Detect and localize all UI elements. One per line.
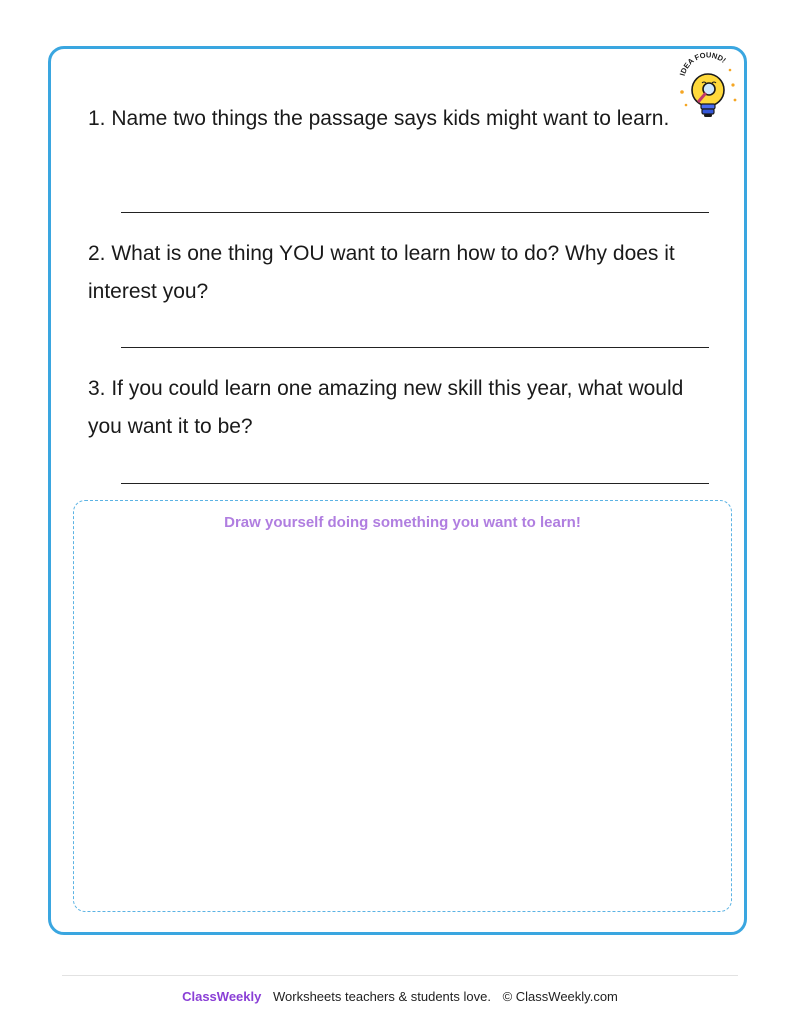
answer-line-1[interactable] (121, 212, 709, 213)
answer-line-2[interactable] (121, 347, 709, 348)
footer-copyright: © ClassWeekly.com (502, 989, 618, 1004)
drawing-box[interactable] (73, 500, 732, 912)
answer-line-3[interactable] (121, 483, 709, 484)
footer (0, 989, 800, 1004)
question-2: 2. What is one thing YOU want to learn how to do? Why does it interest you? (88, 242, 675, 303)
question-3: 3. If you could learn one amazing new skill this year, what would you want it to be? (88, 377, 684, 438)
question-1: 1. Name two things the passage says kids might want to learn. (88, 107, 670, 130)
badge-caption: IDEA FOUND! (677, 50, 728, 77)
footer-divider (62, 975, 738, 976)
drawing-prompt: Draw yourself doing something you want to learn! (224, 514, 581, 531)
footer-tagline: Worksheets teachers & students love. (272, 989, 491, 1004)
footer-brand[interactable]: ClassWeekly (182, 989, 262, 1004)
